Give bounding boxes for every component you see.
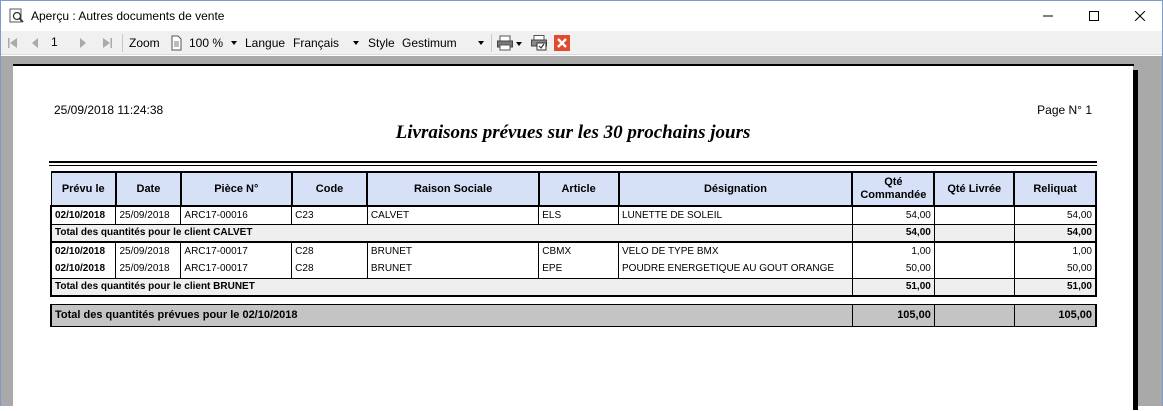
total-qty-ordered: 51,00	[852, 278, 934, 296]
print-timestamp: 25/09/2018 11:24:38	[54, 103, 164, 117]
total-remaining: 54,00	[1014, 224, 1096, 242]
table-header-row	[51, 172, 1096, 206]
page-number: Page N° 1	[1037, 103, 1092, 117]
column-header: Article	[539, 172, 619, 206]
style-select[interactable]: Gestimum	[398, 33, 488, 52]
table-row	[51, 206, 1096, 224]
cell-planned-date: 02/10/2018	[51, 206, 116, 224]
cell-company: BRUNET	[367, 260, 538, 278]
spacer-row	[51, 296, 1096, 304]
preview-toolbar	[1, 31, 1162, 55]
title-rule	[49, 161, 1097, 163]
column-header: Code	[292, 172, 368, 206]
cell-company: BRUNET	[367, 242, 538, 260]
close-preview-button[interactable]	[554, 35, 570, 51]
page-zoom-icon	[170, 35, 182, 51]
last-page-icon[interactable]	[101, 35, 113, 51]
cell-planned-date: 02/10/2018	[51, 242, 116, 260]
cell-article: ELS	[539, 206, 619, 224]
page-number-input[interactable]: 1	[51, 35, 58, 49]
cell-remaining: 54,00	[1014, 206, 1096, 224]
next-page-icon[interactable]	[77, 35, 89, 51]
cell-designation: POUDRE ENERGETIQUE AU GOUT ORANGE	[619, 260, 853, 278]
cell-code: C23	[292, 206, 368, 224]
chevron-down-icon	[478, 41, 484, 45]
cell-document-number: ARC17-00017	[181, 242, 292, 260]
cell-remaining: 50,00	[1014, 260, 1096, 278]
chevron-down-icon	[353, 41, 359, 45]
first-page-icon[interactable]	[7, 35, 19, 51]
grand-total-remaining: 105,00	[1014, 304, 1096, 326]
toolbar-separator	[491, 34, 492, 52]
grand-total-qty-ordered: 105,00	[852, 304, 934, 326]
column-header: Reliquat	[1014, 172, 1096, 206]
cell-document-number: ARC17-00016	[181, 206, 292, 224]
title-rule	[49, 165, 1097, 166]
cell-code: C28	[292, 260, 368, 278]
window-title: Aperçu : Autres documents de vente	[31, 9, 225, 23]
toolbar-separator	[122, 34, 123, 52]
deliveries-table	[50, 171, 1097, 327]
cell-designation: VELO DE TYPE BMX	[619, 242, 853, 260]
language-select[interactable]: Français	[289, 33, 363, 52]
cell-date: 25/09/2018	[116, 206, 181, 224]
table-row	[51, 260, 1096, 278]
cell-article: EPE	[539, 260, 619, 278]
column-header: Qté Livrée	[934, 172, 1014, 206]
previous-page-icon[interactable]	[29, 35, 41, 51]
chevron-down-icon	[231, 41, 237, 45]
report-title: Livraisons prévues sur les 30 prochains jours	[395, 122, 751, 143]
cell-qty-ordered: 54,00	[852, 206, 934, 224]
preview-magnifier-icon	[9, 8, 25, 24]
total-remaining: 51,00	[1014, 278, 1096, 296]
column-header: Désignation	[619, 172, 853, 206]
cell-designation: LUNETTE DE SOLEIL	[619, 206, 853, 224]
preview-area[interactable]	[1, 56, 1162, 406]
client-total-label: Total des quantités pour le client CALVET	[51, 224, 852, 242]
page-shadow	[1133, 70, 1138, 410]
cell-article: CBMX	[539, 242, 619, 260]
cell-date: 25/09/2018	[116, 242, 181, 260]
column-header: Qté Commandée	[852, 172, 934, 206]
grand-total-qty-delivered	[934, 304, 1014, 326]
cell-qty-ordered: 1,00	[852, 242, 934, 260]
close-window-button[interactable]	[1117, 1, 1163, 31]
column-header: Raison Sociale	[367, 172, 538, 206]
client-total-row	[51, 278, 1096, 296]
grand-total-label: Total des quantités prévues pour le 02/10/2018	[51, 304, 852, 326]
report-page	[13, 66, 1133, 411]
cell-code: C28	[292, 242, 368, 260]
print-setup-icon[interactable]	[531, 35, 547, 51]
maximize-button[interactable]	[1071, 1, 1117, 31]
cell-qty-delivered	[934, 206, 1014, 224]
cell-remaining: 1,00	[1014, 242, 1096, 260]
minimize-icon	[1043, 11, 1053, 21]
total-qty-ordered: 54,00	[852, 224, 934, 242]
cell-company: CALVET	[367, 206, 538, 224]
column-header: Prévu le	[51, 172, 116, 206]
total-qty-delivered	[934, 224, 1014, 242]
language-label: Langue	[245, 36, 286, 50]
total-qty-delivered	[934, 278, 1014, 296]
cell-qty-ordered: 50,00	[852, 260, 934, 278]
column-header: Pièce N°	[181, 172, 292, 206]
maximize-icon	[1089, 11, 1099, 21]
client-total-row	[51, 224, 1096, 242]
table-row	[51, 242, 1096, 260]
zoom-select[interactable]: 100 %	[185, 33, 241, 52]
cell-document-number: ARC17-00017	[181, 260, 292, 278]
cell-qty-delivered	[934, 260, 1014, 278]
zoom-label: Zoom	[129, 36, 160, 50]
cell-planned-date: 02/10/2018	[51, 260, 116, 278]
cell-qty-delivered	[934, 242, 1014, 260]
column-header: Date	[116, 172, 181, 206]
minimize-button[interactable]	[1025, 1, 1071, 31]
title-bar	[1, 1, 1162, 31]
cell-date: 25/09/2018	[116, 260, 181, 278]
grand-total-row	[51, 304, 1096, 326]
close-icon	[1135, 11, 1145, 21]
style-label: Style	[368, 36, 395, 50]
client-total-label: Total des quantités pour le client BRUNET	[51, 278, 852, 296]
print-button[interactable]	[497, 35, 523, 51]
